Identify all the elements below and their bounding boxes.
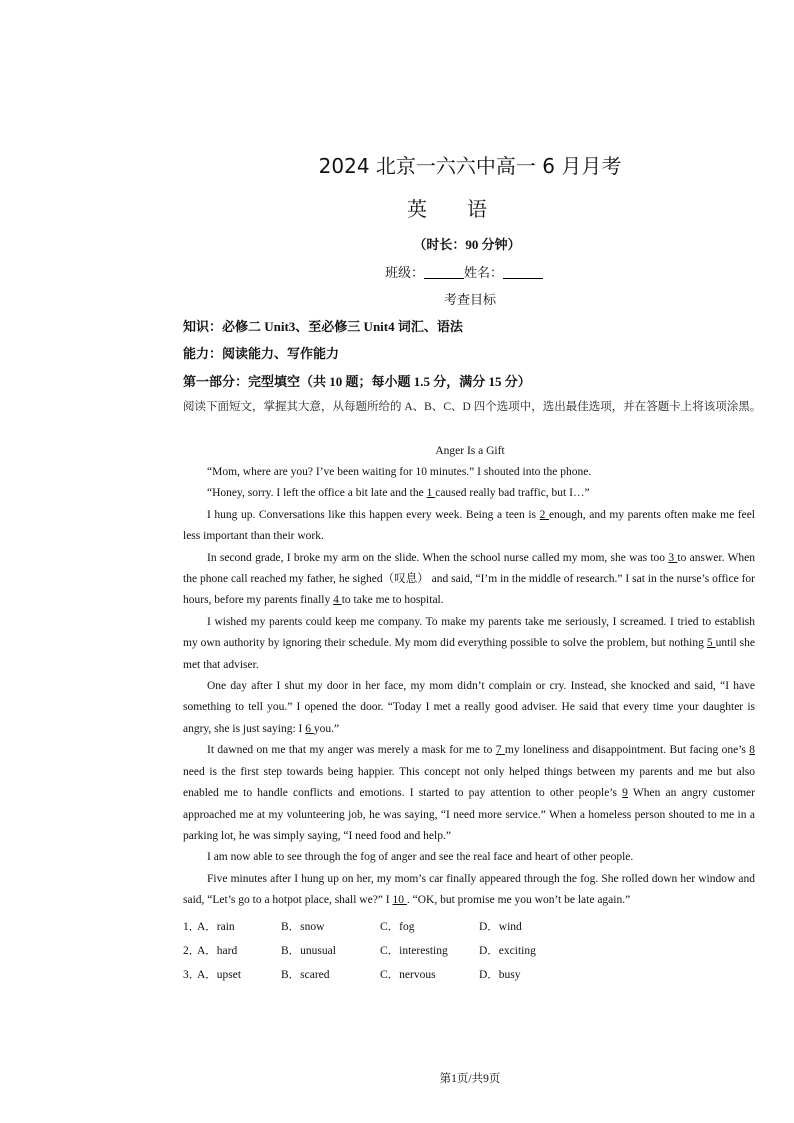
option-c[interactable]: C．nervous xyxy=(380,969,436,981)
story-title: Anger Is a Gift xyxy=(435,445,505,457)
story-paragraph: “Mom, where are you? I’ve been waiting for 10 minutes.” I shouted into the phone. xyxy=(207,466,592,478)
duration: （时长：90 分钟） xyxy=(413,237,521,252)
blank-6: 6 xyxy=(305,722,314,735)
part1-instruction: 阅读下面短文，掌握其大意，从每题所给的 A、B、C、D 四个选项中，选出最佳选项，并在答题卡上将该项涂黑。 xyxy=(183,401,762,413)
option-a[interactable]: A．rain xyxy=(197,921,235,933)
ability-objective: 能力：阅读能力、写作能力 xyxy=(183,346,340,361)
subject-title: 英语 xyxy=(407,197,527,221)
blank-9: 9 xyxy=(622,787,628,800)
option-b[interactable]: B．unusual xyxy=(281,945,336,957)
class-blank[interactable] xyxy=(424,266,464,279)
question-number: 2． xyxy=(183,945,201,957)
blank-10: 10 xyxy=(392,894,407,907)
story-paragraph: “Honey, sorry. I left the office a bit late and the 1 caused really bad traffic, but I…” xyxy=(207,487,590,500)
exam-title: 2024 北京一六六中高一 6 月月考 xyxy=(318,154,622,178)
question-number: 1． xyxy=(183,921,201,933)
story-paragraph: It dawned on me that my anger was merely a mask for me to 7 my loneliness and disappointment. But facing one’s 8 need is the first step towards being happier. This concept not only helped things between my parents and me but also enabled me to handle conflicts and emotions. I started to pay attention to other people’s 9 When an angry customer approached me at my volunteering job, he was saying, “I need more service.” When a homeless person shouted to me in a parking lot, he was simply saying, “I need food and help.” xyxy=(183,744,756,842)
class-name-line xyxy=(385,262,543,281)
blank-2: 2 xyxy=(539,508,549,521)
blank-7: 7 xyxy=(495,744,505,757)
name-label: 姓名： xyxy=(464,265,504,280)
story-body xyxy=(183,462,755,912)
option-b[interactable]: B．scared xyxy=(281,969,330,981)
story-paragraph: In second grade, I broke my arm on the slide. When the school nurse called my mom, she was too 3 to answer. When the phone call reached my father, he sighed（叹息） and said, “I’m in the middle of research.” I sat in the nurse’s office for hours, before my parents finally 4 to take me to hospital. xyxy=(183,551,755,607)
page-footer: 第1页/共9页 xyxy=(439,1073,501,1085)
knowledge-objective: 知识：必修二 Unit3、至必修三 Unit4 词汇、语法 xyxy=(183,319,463,334)
objective-heading: 考查目标 xyxy=(443,292,496,307)
blank-1: 1 xyxy=(426,487,436,500)
option-c[interactable]: C．fog xyxy=(380,921,415,933)
story-paragraph: I wished my parents could keep me company. To make my parents take me seriously, I screamed. I tried to establish my own authority by ignoring their schedule. My mom did everything possible to solve the problem, but nothing 5 until she met that adviser. xyxy=(183,615,755,671)
option-b[interactable]: B．snow xyxy=(281,921,325,933)
question-number: 3． xyxy=(183,969,201,981)
class-label: 班级： xyxy=(385,265,425,280)
blank-5: 5 xyxy=(706,637,716,650)
option-a[interactable]: A．upset xyxy=(197,969,242,981)
story-paragraph: One day after I shut my door in her face, my mom didn’t complain or cry. Instead, she knocked and said, “I have something to tell you.” I opened the door. “Today I met a really good adviser. He said that every time your daughter is angry, she is just saying: I 6 you.” xyxy=(183,680,755,735)
blank-4: 4 xyxy=(333,594,342,607)
option-c[interactable]: C．interesting xyxy=(380,945,448,957)
part1-heading: 第一部分：完型填空（共 10 题；每小题 1.5 分，满分 15 分） xyxy=(183,374,531,389)
story-paragraph: Five minutes after I hung up on her, my mom’s car finally appeared through the fog. She rolled down her window and said, “Let’s go to a hotpot place, shall we?” I 10 . “OK, but promise me you won’t be late again.” xyxy=(183,872,755,907)
name-blank[interactable] xyxy=(503,266,543,279)
option-a[interactable]: A．hard xyxy=(197,945,238,957)
blank-8: 8 xyxy=(749,744,756,757)
option-d[interactable]: D．exciting xyxy=(479,945,536,957)
option-d[interactable]: D．busy xyxy=(479,969,521,981)
story-paragraph: I am now able to see through the fog of anger and see the real face and heart of other people. xyxy=(207,851,634,864)
story-paragraph: I hung up. Conversations like this happen every week. Being a teen is 2 enough, and my parents often make me feel less important than their work. xyxy=(183,508,756,543)
blank-3: 3 xyxy=(668,551,678,564)
option-d[interactable]: D．wind xyxy=(479,921,522,933)
